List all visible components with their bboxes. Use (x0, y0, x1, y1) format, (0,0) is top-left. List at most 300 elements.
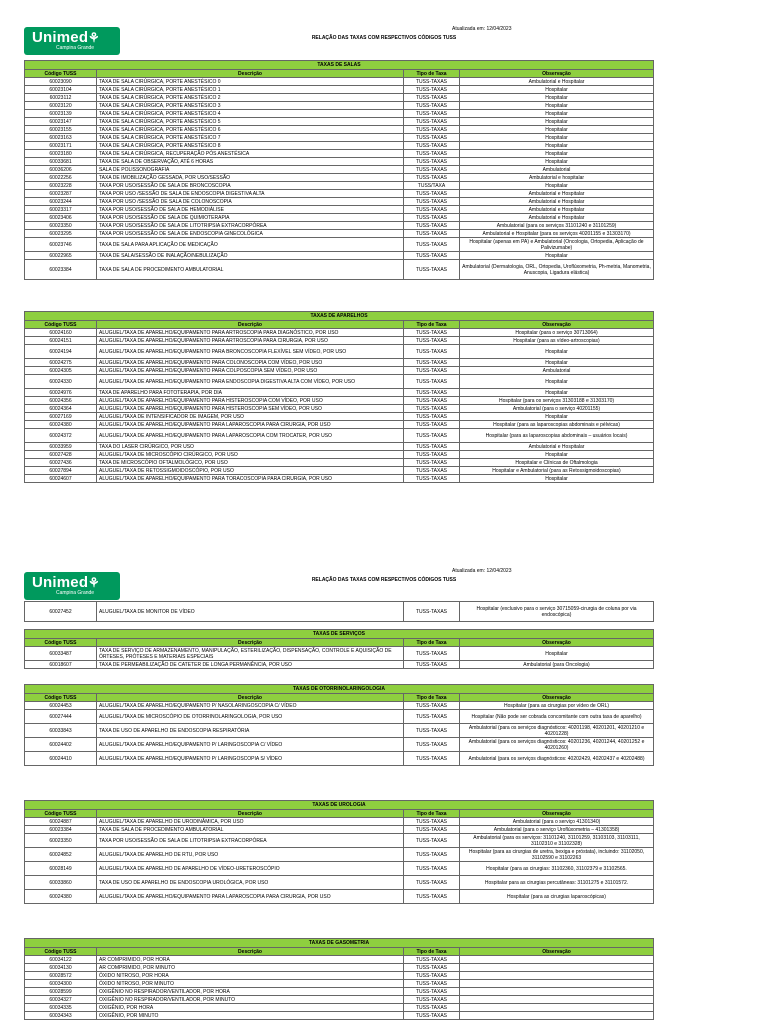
code-cell: 60024402 (25, 738, 97, 752)
desc-cell: OXIGÊNIO NO RESPIRADOR/VENTILADOR, POR HORA (97, 988, 404, 996)
obs-cell: Hospitalar (460, 158, 654, 166)
type-cell: TUSS-TAXAS (404, 413, 460, 421)
desc-cell: ALUGUEL/TAXA DE APARELHO/EQUIPAMENTO P/ LARINGOSCOPIA C/ VÍDEO (97, 738, 404, 752)
type-cell: TUSS-TAXAS (404, 102, 460, 110)
code-cell: 60023090 (25, 78, 97, 86)
obs-cell: Hospitalar e Ambulatorial (para as Retossigmoidoscopias) (460, 467, 654, 475)
table-row (25, 996, 654, 1004)
type-cell: TUSS-TAXAS (404, 375, 460, 389)
table-row (25, 429, 654, 443)
code-cell: 60024275 (25, 359, 97, 367)
code-cell: 60028599 (25, 988, 97, 996)
table-row (25, 1012, 654, 1020)
table-row (25, 1004, 654, 1012)
header-desc: Descrição (97, 810, 404, 818)
table-row (25, 752, 654, 766)
section-title: TAXAS DE UROLOGIA (25, 801, 654, 810)
type-cell: TUSS-TAXAS (404, 724, 460, 738)
obs-cell: Hospitalar (460, 150, 654, 158)
code-cell: 60033681 (25, 158, 97, 166)
desc-cell: TAXA POR USO/SESSÃO DE SALA DE ENDOSCOPIA GINECOLÓGICA (97, 230, 404, 238)
code-cell: 60022256 (25, 174, 97, 182)
table-orl (24, 684, 654, 766)
obs-cell: Hospitalar (para as vídeo-artroscopias) (460, 337, 654, 345)
type-cell: TUSS-TAXAS (404, 166, 460, 174)
code-cell: 60018607 (25, 661, 97, 669)
type-cell: TUSS-TAXAS (404, 647, 460, 661)
desc-cell: AR COMPRIMIDO, POR MINUTO (97, 964, 404, 972)
header-type: Tipo de Taxa (404, 948, 460, 956)
obs-cell: Ambulatorial e Hospitalar (para os serviços 40201155 e 31303170) (460, 230, 654, 238)
header-row (25, 810, 654, 818)
code-cell: 60023104 (25, 86, 97, 94)
header-desc: Descrição (97, 948, 404, 956)
table-row (25, 413, 654, 421)
table-row (25, 702, 654, 710)
section-title: TAXAS DE GASOMETRIA (25, 939, 654, 948)
obs-cell: Ambulatorial (para o serviço Uroflúxometria – 41301358) (460, 826, 654, 834)
desc-cell: ALUGUEL/TAXA DE APARELHO/EQUIPAMENTO PARA COLONOSCOPIA COM VÍDEO, POR USO (97, 359, 404, 367)
obs-cell: Hospitalar (460, 182, 654, 190)
table-row (25, 337, 654, 345)
table-row (25, 661, 654, 669)
desc-cell: ALUGUEL/TAXA DE APARELHO/EQUIPAMENTO PARA HISTEROSCOPIA COM VÍDEO, POR USO (97, 397, 404, 405)
desc-cell: ÓXIDO NITROSO, POR HORA (97, 972, 404, 980)
obs-cell: Hospitalar (Não pode ser cobrada concomitante com outra taxa de aparelho) (460, 710, 654, 724)
obs-cell: Hospitalar (460, 389, 654, 397)
desc-cell: TAXA DE SALA CIRÚRGICA, RECUPERAÇÃO PÓS ANESTÉSICA (97, 150, 404, 158)
type-cell: TUSS-TAXAS (404, 367, 460, 375)
code-cell: 60034335 (25, 1004, 97, 1012)
page-2 (0, 560, 768, 1024)
code-cell: 60023384 (25, 826, 97, 834)
type-cell: TUSS-TAXAS (404, 190, 460, 198)
obs-cell (460, 988, 654, 996)
code-cell: 60027452 (25, 602, 97, 622)
code-cell: 60023244 (25, 198, 97, 206)
desc-cell: TAXA DE SALA PARA APLICAÇÃO DE MEDICAÇÃO (97, 238, 404, 252)
table-row (25, 150, 654, 158)
logo-brand: Unimed (32, 29, 89, 46)
type-cell: TUSS-TAXAS (404, 260, 460, 280)
desc-cell: ALUGUEL/TAXA DE APARELHO/EQUIPAMENTO PARA LAPAROSCOPIA PARA CIRURGIA, POR USO (97, 890, 404, 904)
type-cell: TUSS-TAXAS (404, 1004, 460, 1012)
desc-cell: TAXA DE SALA/SESSÃO DE INALAÇÃO/NEBULIZAÇÃO (97, 252, 404, 260)
type-cell: TUSS-TAXAS (404, 862, 460, 876)
header-type: Tipo de Taxa (404, 70, 460, 78)
type-cell: TUSS-TAXAS (404, 150, 460, 158)
obs-cell: Ambulatorial (para os serviços diagnósticos: 40201236, 40201244, 40201252 e 40201260) (460, 738, 654, 752)
desc-cell: TAXA POR USO/SESSÃO DE SALA DE LITOTRIPSIA EXTRACORPÓREA (97, 222, 404, 230)
desc-cell: ALUGUEL/TAXA DE APARELHO/EQUIPAMENTO PARA TORACOSCOPIA PARA CIRURGIA, POR USO (97, 475, 404, 483)
desc-cell: ALUGUEL/TAXA DE APARELHO/EQUIPAMENTO PARA ARTROSCOPIA PARA CIRURGIA, POR USO (97, 337, 404, 345)
obs-cell: Ambulatorial e Hospitalar (460, 206, 654, 214)
type-cell: TUSS-TAXAS (404, 443, 460, 451)
header-row (25, 639, 654, 647)
section-title-row (25, 312, 654, 321)
code-cell: 60024453 (25, 702, 97, 710)
table-row (25, 134, 654, 142)
section-title-row (25, 61, 654, 70)
code-cell: 60024380 (25, 421, 97, 429)
code-cell: 60034130 (25, 964, 97, 972)
code-cell: 60027428 (25, 451, 97, 459)
type-cell: TUSS-TAXAS (404, 389, 460, 397)
obs-cell (460, 1004, 654, 1012)
header-type: Tipo de Taxa (404, 321, 460, 329)
code-cell: 60024356 (25, 397, 97, 405)
type-cell: TUSS-TAXAS (404, 818, 460, 826)
obs-cell: Hospitalar (exclusivo para o serviço 30715059-cirurgia de coluna por via endoscópica) (460, 602, 654, 622)
obs-cell: Hospitalar (460, 118, 654, 126)
code-cell: 60023228 (25, 182, 97, 190)
desc-cell: TAXA DE SALA DE OBSERVAÇÃO, ATÉ 6 HORAS (97, 158, 404, 166)
table-row (25, 118, 654, 126)
obs-cell: Hospitalar (para as laparoscopias abdominais – usuários locais) (460, 429, 654, 443)
code-cell: 60027169 (25, 413, 97, 421)
code-cell: 60036206 (25, 166, 97, 174)
header-code: Código TUSS (25, 948, 97, 956)
type-cell: TUSS-TAXAS (404, 848, 460, 862)
table-row (25, 818, 654, 826)
header-row (25, 70, 654, 78)
desc-cell: ALUGUEL/TAXA DE APARELHO DE RTU, POR USO (97, 848, 404, 862)
obs-cell: Hospitalar (460, 110, 654, 118)
type-cell: TUSS-TAXAS (404, 980, 460, 988)
obs-cell: Hospitalar (para os serviços 31303188 e 31303170) (460, 397, 654, 405)
header-desc: Descrição (97, 639, 404, 647)
logo-city: Campina Grande (56, 590, 95, 596)
code-cell: 60028149 (25, 862, 97, 876)
table-row (25, 421, 654, 429)
type-cell: TUSS-TAXAS (404, 158, 460, 166)
code-cell: 60023287 (25, 190, 97, 198)
desc-cell: ALUGUEL/TAXA DE RETOSSIGMOIDOSCÓPIO, POR USO (97, 467, 404, 475)
section-title-row (25, 801, 654, 810)
type-cell: TUSS-TAXAS (404, 214, 460, 222)
code-cell: 60034300 (25, 980, 97, 988)
code-cell: 60033959 (25, 443, 97, 451)
type-cell: TUSS-TAXAS (404, 198, 460, 206)
code-cell: 60024151 (25, 337, 97, 345)
obs-cell: Hospitalar (460, 647, 654, 661)
table-gasometria (24, 938, 654, 1020)
unimed-emblem-icon: ⚘ (88, 575, 100, 590)
section-title: TAXAS DE OTORRINOLARINGOLOGIA (25, 685, 654, 694)
obs-cell: Ambulatorial e hospitalar (460, 174, 654, 182)
code-cell: 60024330 (25, 375, 97, 389)
obs-cell: Ambulatorial (para os serviços 31101240 e 31101259) (460, 222, 654, 230)
obs-cell: Hospitalar (460, 413, 654, 421)
header-row (25, 321, 654, 329)
desc-cell: TAXA DE SALA CIRÚRGICA, PORTE ANESTÉSICO 6 (97, 126, 404, 134)
code-cell: 60027444 (25, 710, 97, 724)
table-row (25, 647, 654, 661)
table-carry (24, 601, 654, 622)
header-desc: Descrição (97, 321, 404, 329)
type-cell: TUSS-TAXAS (404, 826, 460, 834)
table-row (25, 182, 654, 190)
table-row (25, 102, 654, 110)
obs-cell: Ambulatorial (460, 367, 654, 375)
code-cell: 60023317 (25, 206, 97, 214)
obs-cell: Ambulatorial (para o serviço 40201155) (460, 405, 654, 413)
header-row (25, 948, 654, 956)
type-cell: TUSS-TAXAS (404, 964, 460, 972)
obs-cell: Hospitalar (460, 94, 654, 102)
unimed-logo (24, 27, 120, 55)
table-row (25, 972, 654, 980)
desc-cell: TAXA DE MICROSCÓPIO OFTALMOLÓGICO, POR USO (97, 459, 404, 467)
table-row (25, 214, 654, 222)
desc-cell: TAXA DE PERMEABILIZAÇÃO DE CATETER DE LONGA PERMANÊNCIA, POR USO (97, 661, 404, 669)
desc-cell: TAXA DE SALA CIRÚRGICA, PORTE ANESTÉSICO 2 (97, 94, 404, 102)
desc-cell: TAXA DE SALA CIRÚRGICA, PORTE ANESTÉSICO 0 (97, 78, 404, 86)
obs-cell: Ambulatorial e Hospitalar (460, 214, 654, 222)
code-cell: 60022965 (25, 252, 97, 260)
table-row (25, 710, 654, 724)
table-row (25, 222, 654, 230)
type-cell: TUSS-TAXAS (404, 890, 460, 904)
desc-cell: TAXA DE SALA DE PROCEDIMENTO AMBULATORIAL (97, 260, 404, 280)
section-title-row (25, 685, 654, 694)
desc-cell: TAXA DE SALA CIRÚRGICA, PORTE ANESTÉSICO 8 (97, 142, 404, 150)
table-salas (24, 60, 654, 280)
table-row (25, 988, 654, 996)
table-row (25, 260, 654, 280)
code-cell: 60028572 (25, 972, 97, 980)
logo-city: Campina Grande (56, 45, 95, 51)
obs-cell: Hospitalar e Clínicas de Oftalmologia (460, 459, 654, 467)
header-obs: Observação (460, 70, 654, 78)
table-row (25, 367, 654, 375)
obs-cell: Hospitalar (apenas em PA) e Ambulatorial (Oncologia, Ortopedia, Aplicação de Palivizumabe) (460, 238, 654, 252)
type-cell: TUSS-TAXAS (404, 345, 460, 359)
header-desc: Descrição (97, 70, 404, 78)
table-row (25, 94, 654, 102)
code-cell: 60023171 (25, 142, 97, 150)
type-cell: TUSS-TAXAS (404, 834, 460, 848)
section-title-row (25, 630, 654, 639)
obs-cell: Ambulatorial e Hospitalar (460, 443, 654, 451)
type-cell: TUSS-TAXAS (404, 996, 460, 1004)
code-cell: 60023139 (25, 110, 97, 118)
obs-cell: Ambulatorial (para os serviços diagnósticos: 40202429, 40202437 e 40202488) (460, 752, 654, 766)
type-cell: TUSS-TAXAS (404, 86, 460, 94)
code-cell: 60023155 (25, 126, 97, 134)
code-cell: 60024194 (25, 345, 97, 359)
desc-cell: TAXA DE USO DE APARELHO DE ENDOSCOPIA UROLÓGICA, POR USO (97, 876, 404, 890)
desc-cell: TAXA DE SALA CIRÚRGICA, PORTE ANESTÉSICO 7 (97, 134, 404, 142)
type-cell: TUSS-TAXAS (404, 118, 460, 126)
code-cell: 60023147 (25, 118, 97, 126)
desc-cell: ALUGUEL/TAXA DE APARELHO DE APARELHO DE VÍDEO-URETEROSCÓPIO (97, 862, 404, 876)
code-cell: 60027436 (25, 459, 97, 467)
desc-cell: OXIGÊNIO, POR HORA (97, 1004, 404, 1012)
obs-cell: Hospitalar (460, 475, 654, 483)
desc-cell: OXIGÊNIO, POR MINUTO (97, 1012, 404, 1020)
type-cell: TUSS-TAXAS (404, 451, 460, 459)
code-cell: 60023406 (25, 214, 97, 222)
type-cell: TUSS-TAXAS (404, 397, 460, 405)
section-title: TAXAS DE APARELHOS (25, 312, 654, 321)
obs-cell: Hospitalar (460, 252, 654, 260)
code-cell: 60023295 (25, 230, 97, 238)
obs-cell (460, 956, 654, 964)
type-cell: TUSS-TAXAS (404, 459, 460, 467)
obs-cell: Hospitalar (para as cirurgias: 31102360, 31102379 e 31102565. (460, 862, 654, 876)
table-row (25, 467, 654, 475)
obs-cell: Ambulatorial e Hospitalar (460, 198, 654, 206)
code-cell: 60023180 (25, 150, 97, 158)
obs-cell: Hospitalar (460, 359, 654, 367)
obs-cell: Ambulatorial e Hospitalar (460, 190, 654, 198)
desc-cell: ALUGUEL/TAXA DE APARELHO/EQUIPAMENTO PARA COLPOSCOPIA SEM VÍDEO, POR USO (97, 367, 404, 375)
type-cell: TUSS-TAXAS (404, 238, 460, 252)
type-cell: TUSS-TAXAS (404, 421, 460, 429)
table-row (25, 862, 654, 876)
obs-cell: Hospitalar (para as cirurgias de uretra, bexiga e próstata), incluindo: 31102050, 31102590 e 31102263 (460, 848, 654, 862)
table-row (25, 359, 654, 367)
table-aparelhos (24, 311, 654, 483)
type-cell: TUSS-TAXAS (404, 174, 460, 182)
desc-cell: TAXA POR USO /SESSÃO DE SALA DE ENDOSCOPIA DIGESTIVA ALTA (97, 190, 404, 198)
type-cell: TUSS-TAXAS (404, 738, 460, 752)
desc-cell: ALUGUEL/TAXA DE APARELHO/EQUIPAMENTO PARA ARTROSCOPIA PARA DIAGNÓSTICO, POR USO (97, 329, 404, 337)
code-cell: 60023746 (25, 238, 97, 252)
desc-cell: TAXA DE SERVIÇO DE ARMAZENAMENTO, MANIPULAÇÃO, ESTERILIZAÇÃO, DISPENSAÇÃO, CONTROLE E AQUISIÇÃO DE ÓRTESES, PRÓTESES E MATERIAIS ESPECIAIS (97, 647, 404, 661)
header-code: Código TUSS (25, 639, 97, 647)
header-row (25, 694, 654, 702)
obs-cell: Hospitalar (para as cirurgias por vídeo de ORL) (460, 702, 654, 710)
desc-cell: ALUGUEL/TAXA DE APARELHO/EQUIPAMENTO P/ NASOLARINGOSCOPIA C/ VÍDEO (97, 702, 404, 710)
obs-cell: Ambulatorial (para os serviços: 31101240, 31101259, 31103103, 31103111, 31102310 e 31102328) (460, 834, 654, 848)
desc-cell: ALUGUEL/TAXA DE APARELHO/EQUIPAMENTO PARA BRONCOSCOPIA FLEXÍVEL SEM VÍDEO, POR USO (97, 345, 404, 359)
table-row (25, 238, 654, 252)
section-title: TAXAS DE SALAS (25, 61, 654, 70)
table-row (25, 848, 654, 862)
desc-cell: ALUGUEL/TAXA DE APARELHO/EQUIPAMENTO PARA HISTEROSCOPIA SEM VÍDEO, POR USO (97, 405, 404, 413)
type-cell: TUSS-TAXAS (404, 710, 460, 724)
type-cell: TUSS-TAXAS (404, 359, 460, 367)
desc-cell: ALUGUEL/TAXA DE INTENSIFICADOR DE IMAGEM, POR USO (97, 413, 404, 421)
desc-cell: TAXA DE USO DE APARELHO DE ENDOSCOPIA RESPIRATÓRIA (97, 724, 404, 738)
desc-cell: TAXA DO LASER CIRÚRGICO, POR USO (97, 443, 404, 451)
table-row (25, 602, 654, 622)
obs-cell (460, 996, 654, 1004)
header-obs: Observação (460, 694, 654, 702)
type-cell: TUSS-TAXAS (404, 876, 460, 890)
desc-cell: ALUGUEL/TAXA DE APARELHO/EQUIPAMENTO PARA LAPAROSCOPIA COM TROCATER, POR USO (97, 429, 404, 443)
type-cell: TUSS-TAXAS (404, 752, 460, 766)
code-cell: 60027894 (25, 467, 97, 475)
desc-cell: ALUGUEL/TAXA DE APARELHO/EQUIPAMENTO PARA LAPAROSCOPIA PARA CIRURGIA, POR USO (97, 421, 404, 429)
table-row (25, 78, 654, 86)
table-row (25, 345, 654, 359)
table-row (25, 198, 654, 206)
table-servicos (24, 629, 654, 669)
table-row (25, 190, 654, 198)
obs-cell: Hospitalar (460, 142, 654, 150)
type-cell: TUSS-TAXAS (404, 972, 460, 980)
code-cell: 60023120 (25, 102, 97, 110)
obs-cell: Hospitalar (para o serviço 30713064) (460, 329, 654, 337)
table-row (25, 475, 654, 483)
code-cell: 60034122 (25, 956, 97, 964)
desc-cell: TAXA DE SALA CIRÚRGICA, PORTE ANESTÉSICO 1 (97, 86, 404, 94)
header-type: Tipo de Taxa (404, 810, 460, 818)
desc-cell: OXIGÊNIO NO RESPIRADOR/VENTILADOR, POR MINUTO (97, 996, 404, 1004)
page-title-2: RELAÇÃO DAS TAXAS COM RESPECTIVOS CÓDIGOS TUSS (311, 577, 457, 583)
logo-brand: Unimed (32, 574, 89, 591)
table-row (25, 724, 654, 738)
code-cell: 60023350 (25, 834, 97, 848)
desc-cell: TAXA DE SALA CIRÚRGICA, PORTE ANESTÉSICO 4 (97, 110, 404, 118)
obs-cell: Hospitalar (460, 102, 654, 110)
table-row (25, 230, 654, 238)
desc-cell: ALUGUEL/TAXA DE MICROSCÓPIO DE OTORRINOLARINGOLOGIA, POR USO (97, 710, 404, 724)
type-cell: TUSS-TAXAS (404, 337, 460, 345)
code-cell: 60034327 (25, 996, 97, 1004)
header-desc: Descrição (97, 694, 404, 702)
header-code: Código TUSS (25, 810, 97, 818)
obs-cell: Hospitalar (para as cirurgias laparoscópicas) (460, 890, 654, 904)
type-cell: TUSS-TAXAS (404, 467, 460, 475)
header-code: Código TUSS (25, 694, 97, 702)
obs-cell: Ambulatorial (para o serviço 41301340) (460, 818, 654, 826)
obs-cell: Hospitalar (460, 375, 654, 389)
header-type: Tipo de Taxa (404, 694, 460, 702)
desc-cell: TAXA DE SALA CIRÚRGICA, PORTE ANESTÉSICO 5 (97, 118, 404, 126)
table-row (25, 876, 654, 890)
desc-cell: TAXA POR USO/SESSÃO DE SALA DE HEMODIÁLISE (97, 206, 404, 214)
table-row (25, 956, 654, 964)
desc-cell: TAXA DE SALA DE PROCEDIMENTO AMBULATORIAL (97, 826, 404, 834)
code-cell: 60024410 (25, 752, 97, 766)
table-row (25, 964, 654, 972)
updated-date-2: Atualizada em: 12/04/2023 (452, 568, 512, 574)
desc-cell: TAXA POR USO/SESSÃO DE SALA DE QUIMIOTERAPIA (97, 214, 404, 222)
table-row (25, 158, 654, 166)
desc-cell: TAXA POR USO/SESSÃO DE SALA DE BRONCOSCOPIA (97, 182, 404, 190)
desc-cell: SALA DE POLISSONOGRAFIA (97, 166, 404, 174)
type-cell: TUSS-TAXAS (404, 78, 460, 86)
table-row (25, 443, 654, 451)
desc-cell: ALUGUEL/TAXA DE MONITOR DE VÍDEO (97, 602, 404, 622)
type-cell: TUSS-TAXAS (404, 988, 460, 996)
desc-cell: ALUGUEL/TAXA DE APARELHO DE URODINÂMICA, POR USO (97, 818, 404, 826)
code-cell: 60024372 (25, 429, 97, 443)
header-obs: Observação (460, 810, 654, 818)
obs-cell: Ambulatorial (para os serviços diagnósticos: 40201198, 40201201, 40201210 e 40201228) (460, 724, 654, 738)
header-code: Código TUSS (25, 70, 97, 78)
table-row (25, 890, 654, 904)
table-row (25, 826, 654, 834)
obs-cell (460, 980, 654, 988)
table-row (25, 451, 654, 459)
type-cell: TUSS-TAXAS (404, 329, 460, 337)
section-title-row (25, 939, 654, 948)
table-row (25, 738, 654, 752)
type-cell: TUSS-TAXAS (404, 94, 460, 102)
table-row (25, 166, 654, 174)
obs-cell: Ambulatorial (460, 166, 654, 174)
desc-cell: TAXA DE SALA CIRÚRGICA, PORTE ANESTÉSICO 3 (97, 102, 404, 110)
type-cell: TUSS-TAXAS (404, 230, 460, 238)
code-cell: 60023350 (25, 222, 97, 230)
code-cell: 60033487 (25, 647, 97, 661)
table-row (25, 389, 654, 397)
